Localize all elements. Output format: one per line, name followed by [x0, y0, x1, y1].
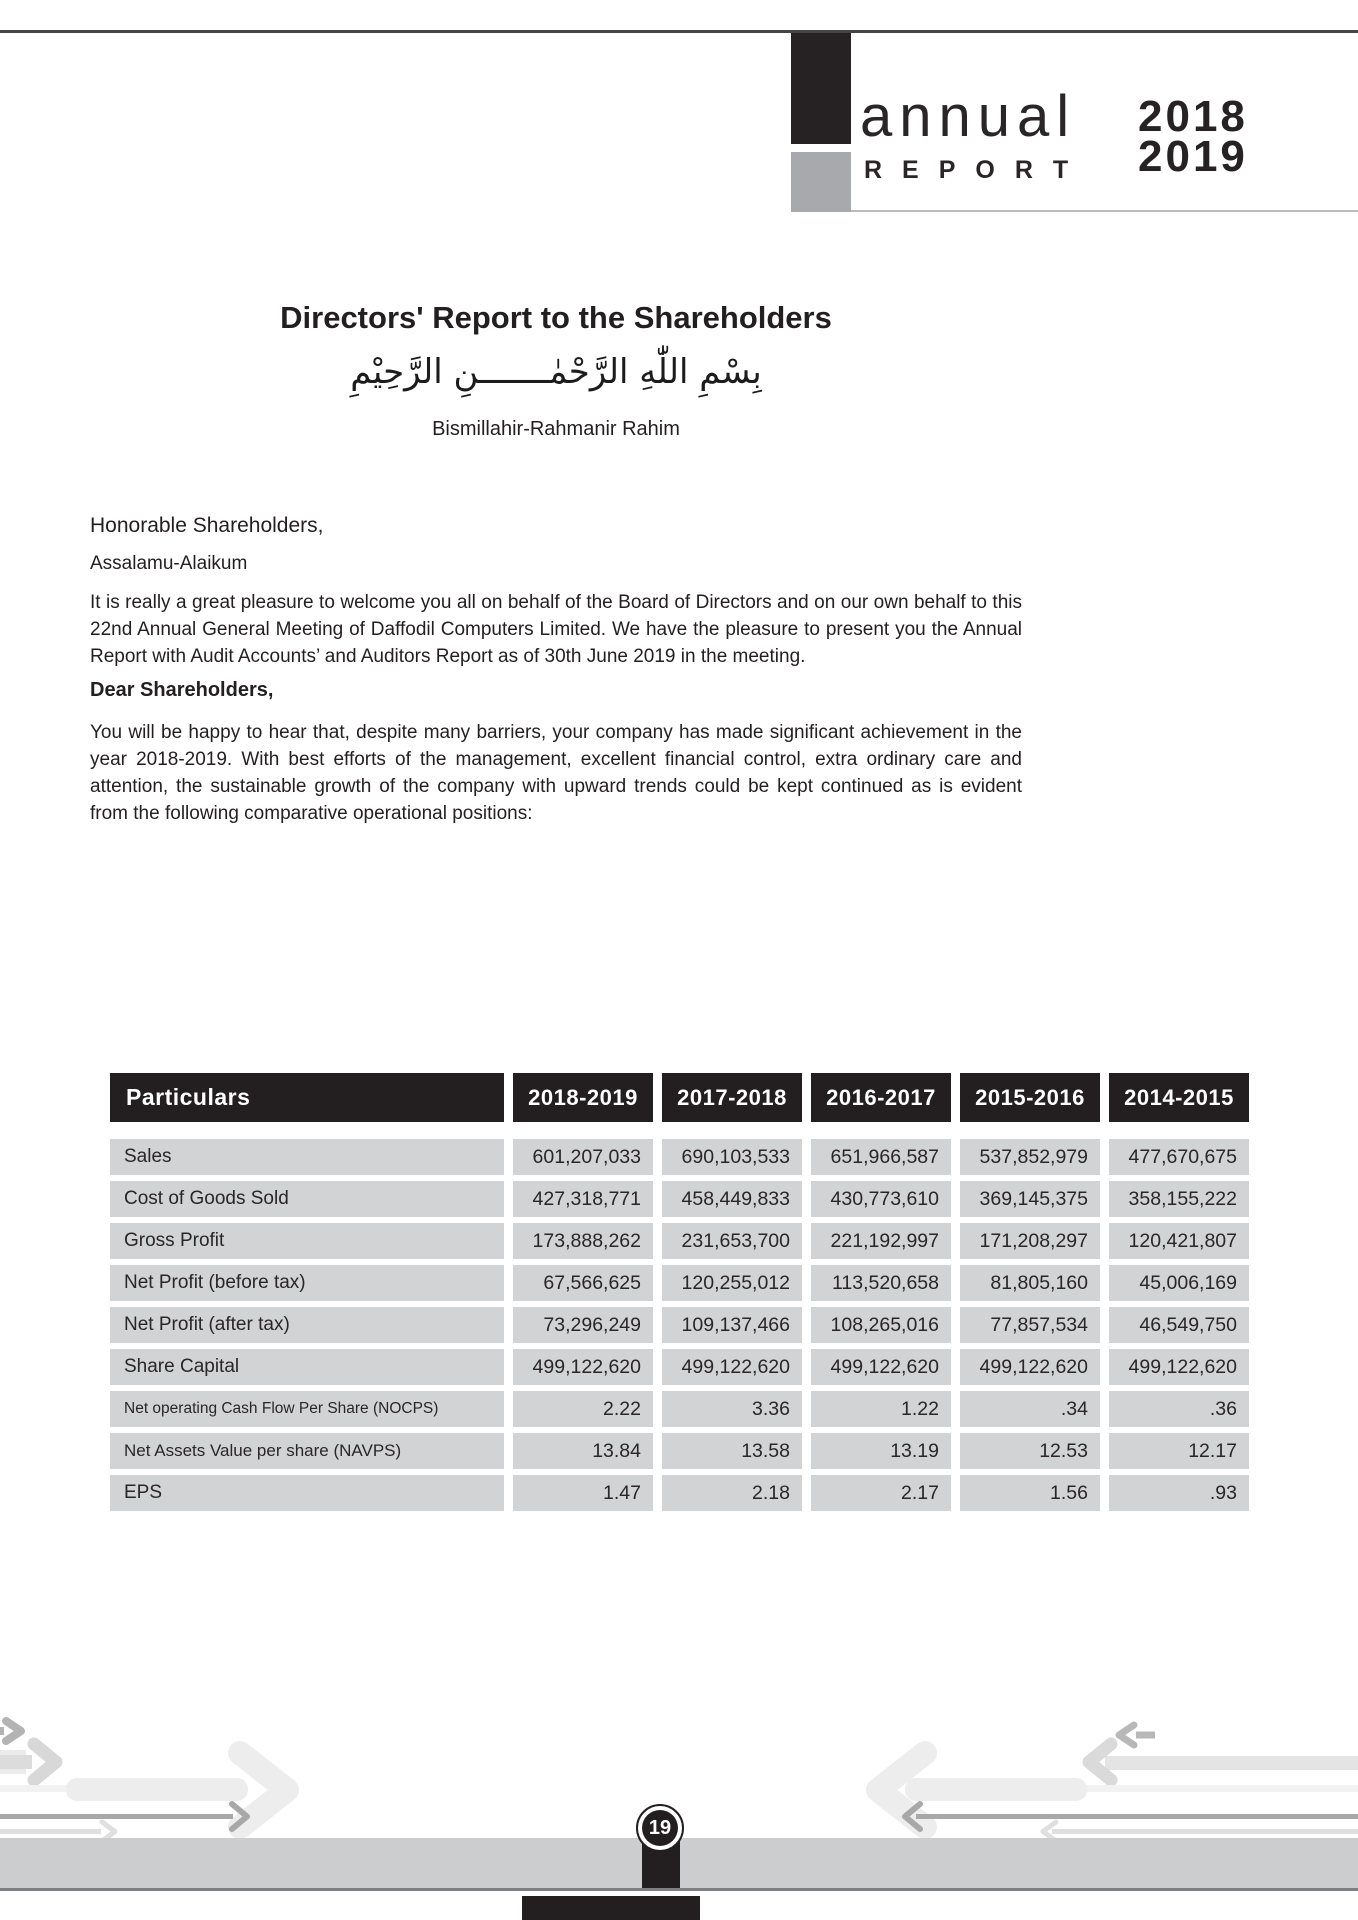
row-label: Gross Profit — [110, 1223, 504, 1259]
table-cell: 113,520,658 — [811, 1265, 951, 1301]
page-title: Directors' Report to the Shareholders — [280, 300, 832, 335]
table-cell: 499,122,620 — [1109, 1349, 1249, 1385]
col-header-2016-2017: 2016-2017 — [811, 1073, 951, 1122]
row-label: EPS — [110, 1475, 504, 1511]
table-cell: 108,265,016 — [811, 1307, 951, 1343]
logo-year-1: 2018 — [1138, 92, 1248, 141]
table-cell: 537,852,979 — [960, 1139, 1100, 1175]
table-cell: 430,773,610 — [811, 1181, 951, 1217]
table-cell: .36 — [1109, 1391, 1249, 1427]
bismillah-transliteration: Bismillahir-Rahmanir Rahim — [432, 418, 680, 440]
table-cell: 358,155,222 — [1109, 1181, 1249, 1217]
table-cell: 2.17 — [811, 1475, 951, 1511]
table-cell: 369,145,375 — [960, 1181, 1100, 1217]
table-cell: 499,122,620 — [960, 1349, 1100, 1385]
table-cell: 499,122,620 — [513, 1349, 653, 1385]
table-cell: 499,122,620 — [662, 1349, 802, 1385]
row-label: Share Capital — [110, 1349, 504, 1385]
table-cell: 427,318,771 — [513, 1181, 653, 1217]
logo-years — [1138, 92, 1248, 181]
table-cell: 601,207,033 — [513, 1139, 653, 1175]
page-number: 19 — [642, 1810, 678, 1846]
table-cell: 477,670,675 — [1109, 1139, 1249, 1175]
row-label: Net Profit (after tax) — [110, 1307, 504, 1343]
page-number-badge — [636, 1804, 684, 1852]
table-cell: 67,566,625 — [513, 1265, 653, 1301]
logo-gray-block — [791, 152, 851, 212]
table-cell: 13.19 — [811, 1433, 951, 1469]
comparative-operational-table — [110, 1073, 1249, 1511]
table-cell: 12.53 — [960, 1433, 1100, 1469]
col-header-2018-2019: 2018-2019 — [513, 1073, 653, 1122]
table-cell: 109,137,466 — [662, 1307, 802, 1343]
table-cell: 171,208,297 — [960, 1223, 1100, 1259]
table-cell: .34 — [960, 1391, 1100, 1427]
salutation-honorable: Honorable Shareholders, — [90, 514, 324, 537]
table-cell: 13.84 — [513, 1433, 653, 1469]
table-cell: 81,805,160 — [960, 1265, 1100, 1301]
table-body — [110, 1139, 1249, 1511]
dear-shareholders-paragraph: You will be happy to hear that, despite many barriers, your company has made significant achievement in the year 2018-2019. With best efforts of the management, excellent financial control, extra ordinary care and attention, the sustainable growth of the company with upward trends could be kept continued as is evident from the following comparative operational positions: — [90, 722, 1022, 824]
table-cell: 77,857,534 — [960, 1307, 1100, 1343]
row-label: Sales — [110, 1139, 504, 1175]
table-cell: 458,449,833 — [662, 1181, 802, 1217]
intro-paragraph: It is really a great pleasure to welcome you all on behalf of the Board of Directors and on our own behalf to this 22nd Annual General Meeting of Daffodil Computers Limited. We have the pleasure to present you the Annual Report with Audit Accounts’ and Auditors Report as of 30th June 2019 in the meeting. — [90, 592, 1022, 667]
dear-shareholders-heading: Dear Shareholders, — [90, 679, 274, 701]
top-rule-divider — [0, 30, 1358, 33]
table-header-row — [110, 1073, 1249, 1122]
table-cell: 2.18 — [662, 1475, 802, 1511]
table-cell: 120,255,012 — [662, 1265, 802, 1301]
table-cell: 3.36 — [662, 1391, 802, 1427]
table-cell: 651,966,587 — [811, 1139, 951, 1175]
table-cell: 73,296,249 — [513, 1307, 653, 1343]
table-cell: 221,192,997 — [811, 1223, 951, 1259]
logo-black-block — [791, 33, 851, 144]
col-header-2017-2018: 2017-2018 — [662, 1073, 802, 1122]
table-cell: 12.17 — [1109, 1433, 1249, 1469]
table-cell: 231,653,700 — [662, 1223, 802, 1259]
table-cell: 173,888,262 — [513, 1223, 653, 1259]
table-cell: 2.22 — [513, 1391, 653, 1427]
table-cell: 499,122,620 — [811, 1349, 951, 1385]
logo-word-report: REPORT — [864, 156, 1089, 184]
logo-year-2: 2019 — [1138, 132, 1248, 181]
row-label: Net operating Cash Flow Per Share (NOCPS) — [110, 1391, 504, 1427]
table-cell: 46,549,750 — [1109, 1307, 1249, 1343]
col-header-2015-2016: 2015-2016 — [960, 1073, 1100, 1122]
bottom-black-bar — [522, 1896, 700, 1920]
logo-word-annual: annual — [860, 84, 1077, 149]
col-header-particulars: Particulars — [110, 1073, 504, 1122]
row-label: Net Profit (before tax) — [110, 1265, 504, 1301]
row-label: Net Assets Value per share (NAVPS) — [110, 1433, 504, 1469]
row-label: Cost of Goods Sold — [110, 1181, 504, 1217]
header-bottom-rule — [851, 210, 1358, 212]
table-cell: .93 — [1109, 1475, 1249, 1511]
bismillah-calligraphy: بِسْمِ اللّٰهِ الرَّحْمٰـــــــنِ الرَّحِيْمِ — [350, 352, 762, 392]
table-cell: 1.56 — [960, 1475, 1100, 1511]
table-cell: 120,421,807 — [1109, 1223, 1249, 1259]
table-cell: 1.22 — [811, 1391, 951, 1427]
table-cell: 45,006,169 — [1109, 1265, 1249, 1301]
table-cell: 690,103,533 — [662, 1139, 802, 1175]
salutation-greeting: Assalamu-Alaikum — [90, 553, 248, 574]
table-cell: 1.47 — [513, 1475, 653, 1511]
col-header-2014-2015: 2014-2015 — [1109, 1073, 1249, 1122]
table-cell: 13.58 — [662, 1433, 802, 1469]
